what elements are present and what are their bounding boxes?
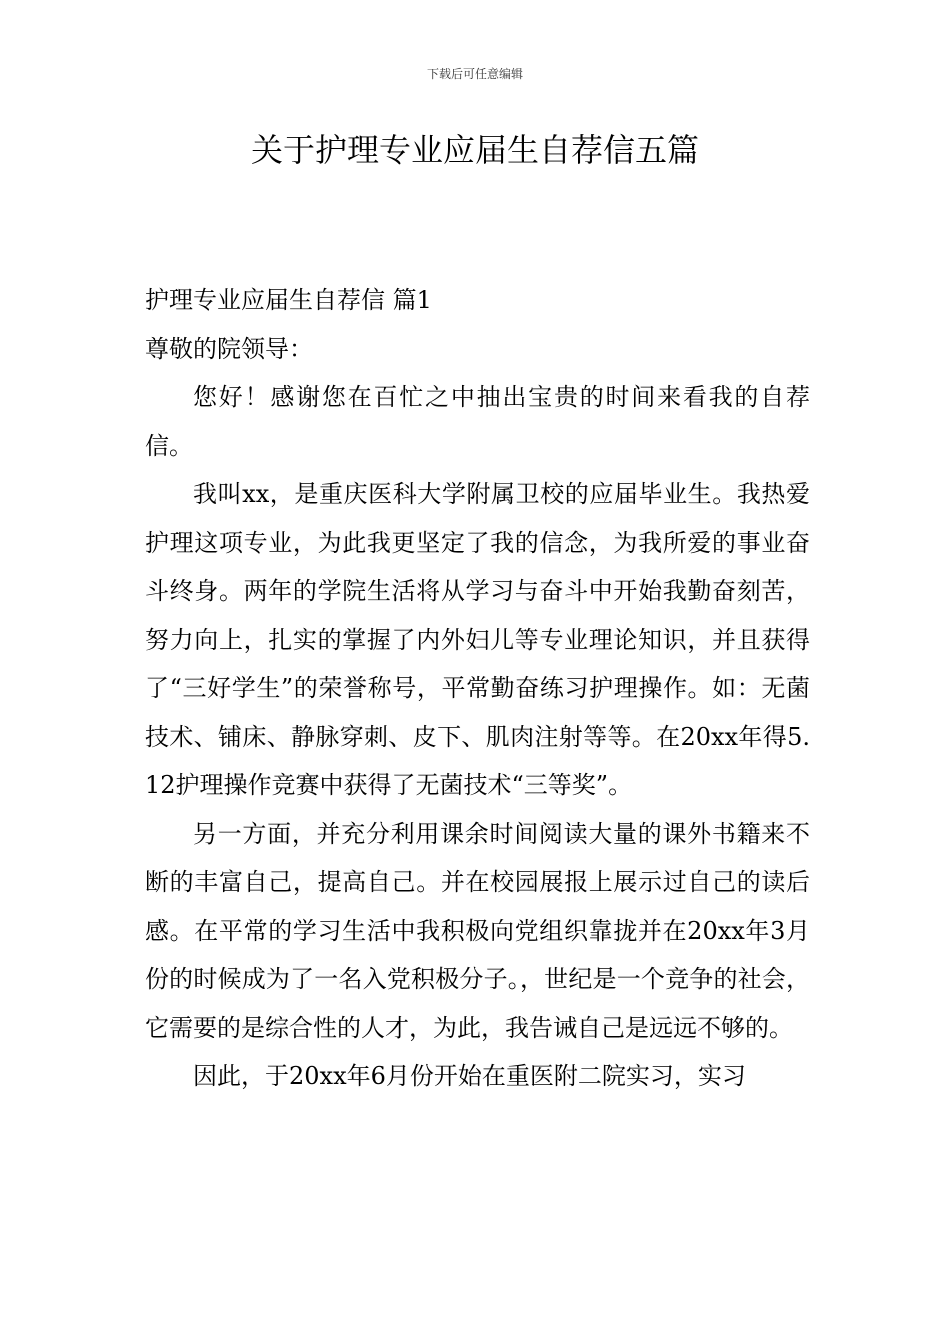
paragraph-extracurricular: 另一方面，并充分利用课余时间阅读大量的课外书籍来不断的丰富自己，提高自己。并在校园展报上展示过自己的读后感。在平常的学习生活中我积极向党组织靠拢并在20xx年3月份的时候成为了一名入党积极分子。，世纪是一个竞争的社会，它需要的是综合性的人才，为此，我告诫自己是远远不够的。 [145,819,810,1042]
document-body [145,276,810,1101]
section-heading: 护理专业应届生自荐信 篇1 [145,286,432,314]
paragraph-internship: 因此，于20xx年6月份开始在重医附二院实习，实习 [193,1062,746,1090]
salutation: 尊敬的院领导： [145,334,313,363]
document-title: 关于护理专业应届生自荐信五篇 [250,131,699,169]
paragraph-introduction: 我叫xx，是重庆医科大学附属卫校的应届毕业生。我热爱护理这项专业，为此我更坚定了我的信念，为我所爱的事业奋斗终身。两年的学院生活将从学习与奋斗中开始我勤奋刻苦，努力向上，扎实的掌握了内外妇儿等专业理论知识，并且获得了“三好学生”的荣誉称号，平常勤奋练习护理操作。如：无菌技术、铺床、静脉穿刺、皮下、肌肉注射等等。在20xx年得5.12护理操作竞赛中获得了无菌技术“三等奖”。 [145,480,810,799]
header-note: 下载后可任意编辑 [426,67,523,81]
paragraph-greeting: 您好！感谢您在百忙之中抽出宝贵的时间来看我的自荐信。 [145,383,810,460]
